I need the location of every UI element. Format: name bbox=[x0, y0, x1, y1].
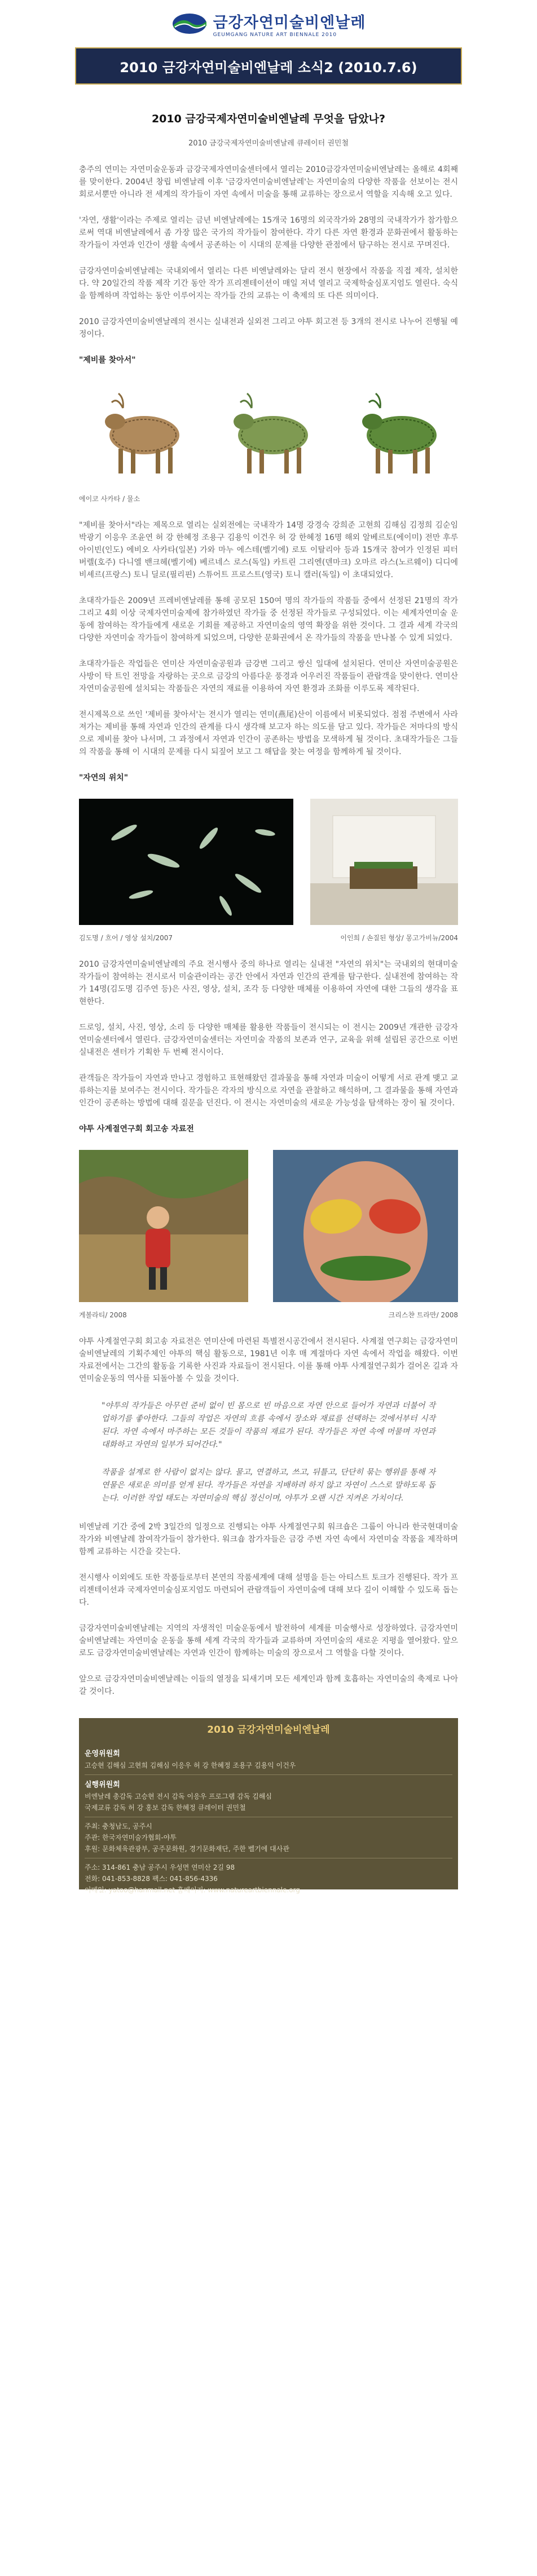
footer-body bbox=[79, 1738, 458, 1901]
photo-captions bbox=[79, 933, 458, 942]
footer-banner-text: 2010 금강자연미술비엔날레 bbox=[207, 1724, 330, 1736]
staff-line: 비엔날레 총감독 고승현 전시 감독 이응우 프로그램 감독 김해심 bbox=[85, 1792, 272, 1800]
section-paragraph: 야투 사계절연구회 회고송 자료전은 연미산에 마련된 특별전시공간에서 전시된다. 사계절 연구회는 금강자연미술비엔날레의 기획주체인 야투의 핵심 활동으로, 1981년 이후 매 계절마다 자연 속에서 작업을 해왔다. 이번 자료전에서는 그간의 활동을 기록한 사진과 자료들이 전시된다. 이를 통해 야투 사계절연구회가 걸어온 길과 자연미술운동의 역사를 되돌아볼 수 있을 것이다. bbox=[79, 1337, 458, 1383]
artwork-image bbox=[212, 386, 325, 481]
intro-paragraph: '자연, 생활'이라는 주제로 열리는 금년 비엔날레에는 15개국 16명의 외국작가와 28명의 국내작가가 참가함으로써 역대 비엔날레에서 좀 가장 많은 국가의 작가들이 참여한다. 각기 다른 자연 환경과 문화권에서 활동하는 작가들이 자연과 인간이 생활 속에서 공존하는 이 시대의 문제를 다양한 관점에서 탐구하는 전시로 꾸며진다. bbox=[79, 216, 458, 250]
org-label: 운영위원회 bbox=[85, 1750, 120, 1758]
newsletter-title: 2010 금강자연미술비엔날레 소식2 (2010.7.6) bbox=[120, 59, 417, 76]
section-paragraph: 초대작가들은 작업들은 연미산 자연미술공원과 금강변 그리고 쌍신 일대에 설치된다. 연미산 자연미술공원은 사방이 탁 트인 전망을 자랑하는 곳으로 금강의 아름다운 풍경과 어우러진 작품들이 관람객을 맞이한다. 연미산 자연미술공원에 설치되는 작품들은 자연의 재료를 이용하여 자연 환경과 조화를 이루도록 제작된다. bbox=[79, 660, 458, 693]
org-line: 고승현 김해심 고현희 김해심 이응우 허 강 한혜정 조용구 김용익 이건우 bbox=[85, 1761, 296, 1769]
quote-block: 작품을 설계로 한 사람이 없지는 않다. 물고, 연결하고, 쓰고, 뒤틀고, 단단히 묶는 행위를 통해 자연물은 새로운 의미를 얻게 된다. 작가들은 자연을 지배하려 하지 않고 자연이 스스로 말하도록 돕는다. 이러한 작업 태도는 자연미술의 핵심 정신이며, 야투가 오랜 시간 지켜온 가치이다. bbox=[102, 1468, 435, 1503]
artwork-image bbox=[341, 386, 454, 481]
section-paragraph: 전시제목으로 쓰인 '제비를 찾아서'는 전시가 열리는 연미(燕尾)산이 이름에서 비롯되었다. 점점 주변에서 사라져가는 제비를 통해 자연과 인간의 관계를 다시 생각해 보고자 하는 의도를 담고 있다. 작가들은 저마다의 방식으로 제비를 찾아 나서며, 그 과정에서 자연과 인간이 공존하는 방법을 모색하게 될 것이다. 초대작가들은 그들의 작품을 통해 이 시대의 문제를 다시 되짚어 보고 그 해답을 찾는 여정을 함께하게 될 것이다. bbox=[79, 710, 458, 756]
intro-paragraph: 금강자연미술비엔날레는 국내외에서 열리는 다른 비엔날레와는 달리 전시 현장에서 작품을 직접 제작, 설치한다. 약 20일간의 작품 제작 기간 동안 작가 프리젠테이션이 매일 저녁 열리고 국제학술심포지엄도 열린다. 숙식을 함께하며 작업하는 동안 이루어지는 작가들 간의 교류는 이 축제의 또 다른 의미이다. bbox=[79, 267, 458, 300]
section-paragraph: "제비를 찾아서"라는 제목으로 열리는 실외전에는 국내작가 14명 강경숙 강희준 고현희 김해심 김정희 김순임 박광기 이응우 조윤연 허 강 한혜정 조용구 김용익 이건우 허 강 한혜정 16명 해외 알베르토(에이미) 전만 후루아이빈(인도) 에비오 사카타(일본) 가와 마누 에스테(벨기에) 로토 이탈리아 등과 15개국 참여가 인정된 피터 버렐(호주) 다니엘 밴크헤(벨기에) 베르네스 로스(독일) 카트린 그리엔(덴마크) 오마르 라스(노르웨이) 디디에 비셰르(프랑스) 토니 딜로(필리핀) 스튜어트 프로스트(영국) 토니 캘러(독일) 이 초대되었다. bbox=[79, 521, 458, 579]
contact-line: 주소: 314-861 충남 공주시 우성면 연미산 2길 98 bbox=[85, 1864, 235, 1871]
artwork-photo bbox=[310, 799, 458, 925]
footer-info bbox=[79, 1718, 458, 1894]
masthead bbox=[0, 0, 537, 47]
staff-line: 국제교류 감독 허 강 홍보 감독 한혜정 큐레이터 권민철 bbox=[85, 1804, 246, 1812]
closing-paragraph: 전시행사 이외에도 또한 작품들로부터 본연의 작품세계에 대해 설명을 듣는 아티스트 토크가 진행된다. 작가 프리젠테이션과 국제자연미술심포지엄도 마련되어 관람객들이 자연미술에 대해 보다 깊이 이해할 수 있도록 돕는다. bbox=[79, 1573, 458, 1607]
image-caption: 게볼라티/ 2008 bbox=[79, 1311, 127, 1319]
address-line: 후원: 문화체육관광부, 공주문화원, 경기문화재단, 주한 벨기에 대사관 bbox=[85, 1845, 289, 1853]
closing-paragraph: 비엔날레 기간 중에 2박 3일간의 일정으로 진행되는 야투 사계절연구회 워크숍은 그룹이 아니라 한국현대미술작가와 비엔날레 참여작가들이 참가한다. 워크숍 참가자들은 금강 주변 자연 속에서 자연미술 작품을 제작하며 함께 교류하는 시간을 갖는다. bbox=[79, 1522, 458, 1556]
artwork-photo bbox=[79, 1150, 248, 1302]
newsletter-title-bar bbox=[75, 47, 462, 85]
image-caption: 크리스챤 트라만/ 2008 bbox=[388, 1311, 458, 1319]
biennale-logo bbox=[171, 10, 366, 38]
image-caption: 김도명 / 흐어 / 영상 설치/2007 bbox=[79, 934, 173, 942]
artwork-photo bbox=[273, 1150, 458, 1302]
section-paragraph: 2010 금강자연미술비엔날레의 주요 전시행사 중의 하나로 열리는 실내전 "자연의 위치"는 국내외의 현대미술작가들이 참여하는 전시로서 미술관이라는 공간 안에서 자연과 인간의 관계를 탐구한다. 실내전에 참여하는 작가 14명(김도명 김주연 등)은 사진, 영상, 설치, 조각 등 다양한 매체를 이용하여 자연에 대한 그들의 생각을 표현한다. bbox=[79, 960, 458, 1006]
contact-line[interactable]: 이메일: yatoo@hanmail.net 홈페이지: www.natureartbiennale.org bbox=[85, 1886, 300, 1894]
artwork-image-row bbox=[79, 386, 458, 481]
section-paragraph: 드로잉, 설치, 사진, 영상, 소리 등 다양한 매체를 활용한 작품들이 전시되는 이 전시는 2009년 개관한 금강자연미술센터에서 열린다. 금강자연미술센터는 자연미술 작품의 보존과 연구, 교육을 위해 설립된 공간으로 이번 실내전은 센터가 기획한 두 번째 전시이다. bbox=[79, 1023, 458, 1057]
intro-paragraph: 2010 금강자연미술비엔날레의 전시는 실내전과 실외전 그리고 야투 회고전 등 3개의 전시로 나누어 진행될 예정이다. bbox=[79, 317, 458, 339]
artwork-photo bbox=[79, 799, 293, 925]
closing-paragraph: 앞으로 금강자연미술비엔날레는 이들의 열정을 되새기며 모든 세계인과 함께 호흡하는 자연미술의 축제로 나아갈 것이다. bbox=[79, 1675, 458, 1696]
logo-subtitle: GEUMGANG NATURE ART BIENNALE 2010 bbox=[213, 32, 337, 38]
artwork-image bbox=[83, 386, 196, 481]
closing-paragraph: 금강자연미술비엔날레는 지역의 자생적인 미술운동에서 발전하여 세계를 미술행사로 성장하였다. 금강자연미술비엔날레는 자연미술 운동을 통해 세계 각국의 작가들과 교류하며 자연미술의 새로운 지평을 열어왔다. 앞으로도 금강자연미술비엔날레는 자연과 인간이 함께하는 미술의 장으로서 그 역할을 다할 것이다. bbox=[79, 1624, 458, 1658]
contact-line: 전화: 041-853-8828 팩스: 041-856-4336 bbox=[85, 1875, 218, 1883]
logo-title: 금강자연미술비엔날레 bbox=[213, 14, 366, 32]
photo-pair bbox=[79, 799, 458, 925]
staff-label: 실행위원회 bbox=[85, 1781, 120, 1789]
section-paragraph: 관객들은 작가들이 자연과 만나고 경험하고 표현해왔던 결과물을 통해 자연과 미술이 어떻게 서로 관계 맺고 교류하는지를 보여주는 전시이다. 작가들은 각자의 방식으로 자연을 관찰하고 해석하며, 그 결과물을 통해 자연과 인간이 공존하는 방법에 대해 질문을 던진다. 이 전시는 자연미술의 새로운 가능성을 탐색하는 장이 될 것이다. bbox=[79, 1074, 458, 1108]
section-paragraph: 초대작가들은 2009년 프레비엔날레를 통해 공모된 150여 명의 작가들의 작품들 중에서 선정된 21명의 작가 그리고 4회 이상 국제자연미술제에 참가하였던 작가들 중 선정된 작가들로 구성되었다. 이는 세계자연미술 운동에 참여하는 작가들에게 새로운 기회를 제공하고 자연미술의 영역 확장을 위한 것이다. 그 결과 세계 각국의 다양한 자연미술 작가들이 참여하게 되었으며, 다양한 문화권에서 온 작가들의 작품을 만나볼 수 있게 되었다. bbox=[79, 596, 458, 643]
article-byline: 2010 금강국제자연미술비엔날레 큐레이터 권민철 bbox=[188, 139, 349, 148]
footer-banner bbox=[79, 1718, 458, 1738]
photo-captions bbox=[79, 1310, 458, 1320]
quote-block: "야투의 작가들은 아무런 준비 없이 빈 몸으로 빈 마음으로 자연 안으로 들어가 자연과 더불어 작업하기를 좋아한다. 그들의 작업은 자연의 흐름 속에서 장소와 재료를 선택하는 것에서부터 시작된다. 자연 속에서 마주하는 모든 것들이 작품의 재료가 된다. 작가들은 자연 속에 머물며 자연과 대화하고 자연의 일부가 되어간다." bbox=[102, 1401, 435, 1449]
section-heading: "자연의 위치" bbox=[79, 773, 129, 782]
photo-pair bbox=[79, 1150, 458, 1302]
image-caption: 이인희 / 손질된 형상/ 몽고가비뉴/2004 bbox=[340, 934, 458, 942]
section-heading: "제비를 찾아서" bbox=[79, 356, 136, 365]
article-title: 2010 금강국제자연미술비엔날레 무엇을 담았나? bbox=[151, 113, 386, 125]
article-body bbox=[79, 110, 458, 1698]
address-line: 주관: 한국자연미술가협회-야투 bbox=[85, 1834, 177, 1842]
section-heading: 야투 사계절연구회 회고송 자료전 bbox=[79, 1125, 194, 1134]
intro-paragraph: 충주의 연미는 자연미술운동과 금강국제자연미술센터에서 열리는 2010금강자연미술비엔날레는 올해로 4회째를 맞이한다. 2004년 창립 비엔날레 이후 '금강자연미술비엔날레'는 자연미술의 다양한 작품을 선보이는 전시회로서뿐만 아니라 전 세계의 작가들이 자연 속에서 미술을 통해 교류하는 장으로서 역할을 지속해 오고 있다. bbox=[79, 165, 458, 199]
address-line: 주최: 충청남도, 공주시 bbox=[85, 1822, 152, 1830]
river-logo-icon bbox=[171, 12, 208, 35]
image-caption: 에이코 사카타 / 물소 bbox=[79, 495, 140, 503]
footer-divider bbox=[85, 1774, 452, 1775]
